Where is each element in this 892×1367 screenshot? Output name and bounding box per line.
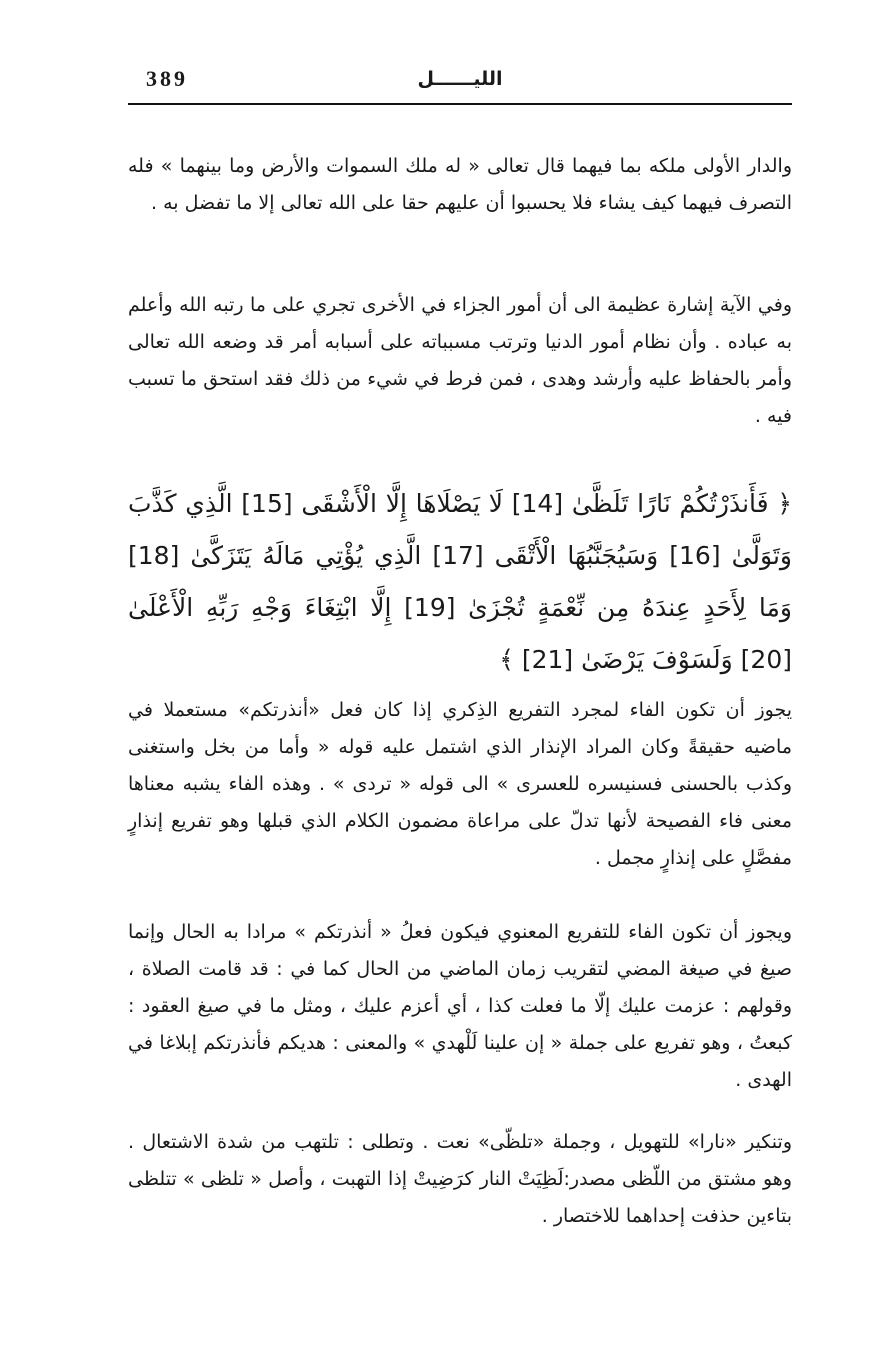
paragraph-1: والدار الأولى ملكه بما فيهما قال تعالى « له ملك السموات والأرض وما بينهما » فله التصرف فيهما كيف يشاء فلا يحسبوا أن عليهم حقا على الله تعالى إلا ما تفضل به . bbox=[128, 155, 792, 214]
paragraph-4: ويجوز أن تكون الفاء للتفريع المعنوي فيكون فعلُ « أنذرتكم » مرادا به الحال وإنما صيغ في صيغة المضي لتقريب زمان الماضي من الحال كما في : قد قامت الصلاة ، وقولهم : عزمت عليك إلّا ما فعلت كذا ، أي أعزم عليك ، ومثل ما في صيغ العقود : كبعتُ ، وهو تفريع على جملة « إن علينا لَلْهدي » والمعنى : هديكم فأنذرتكم إبلاغا في الهدى . bbox=[128, 921, 792, 1091]
page-number: 389 bbox=[146, 66, 188, 91]
paragraph-3: يجوز أن تكون الفاء لمجرد التفريع الذِكري إذا كان فعل «أنذرتكم» مستعملا في ماضيه حقيقةً وكان المراد الإنذار الذي اشتمل عليه قوله « وأما من بخل واستغنى وكذب بالحسنى فسنيسره للعسرى » الى قوله « تردى » . وهذه الفاء يشبه معناها معنى فاء الفصيحة لأنها تدلّ على مراعاة مضمون الكلام الذي قبلها وهو تفريع إنذارٍ مفصَّلٍ على إنذارٍ مجمل . bbox=[128, 699, 792, 869]
paragraph-2: وفي الآية إشارة عظيمة الى أن أمور الجزاء في الأخرى تجري على ما رتبه الله وأعلم به عباده . وأن نظام أمور الدنيا وترتب مسبباته على أسبابه أمر قد وضعه الله تعالى وأمر بالحفاظ عليه وأرشد وهدى ، فمن فرط في شيء من ذلك فقد استحق ما تسبب فيه . bbox=[128, 294, 792, 427]
paragraph-5: وتنكير «نارا» للتهويل ، وجملة «تلظّى» نعت . وتطلى : تلتهب من شدة الاشتعال . وهو مشتق من اللّظى مصدر:لَظِيَتْ النار كرَضِيتْ إذا التهبت ، وأصل « تلظى » تتلظى بتاءين حذفت إحداهما للاختصار . bbox=[128, 1131, 792, 1227]
header-divider bbox=[128, 103, 792, 105]
running-title: الليــــــل bbox=[417, 68, 503, 90]
quran-verse-block: ﴿ فَأَنذَرْتُكُمْ نَارًا تَلَظَّىٰ [14] لَا يَصْلَاهَا إِلَّا الْأَشْقَى [15] الَّذِي كَذَّبَ وَتَوَلَّىٰ [16] وَسَيُجَنَّبُهَا الْأَتْقَى [17] الَّذِي يُؤْتِي مَالَهُ يَتَزَكَّىٰ [18] وَمَا لِأَحَدٍ عِندَهُ مِن نِّعْمَةٍ تُجْزَىٰ [19] إِلَّا ابْتِغَاءَ وَجْهِ رَبِّهِ الْأَعْلَىٰ [20] وَلَسَوْفَ يَرْضَىٰ [21] ﴾ bbox=[128, 489, 793, 674]
page-header bbox=[128, 62, 792, 102]
